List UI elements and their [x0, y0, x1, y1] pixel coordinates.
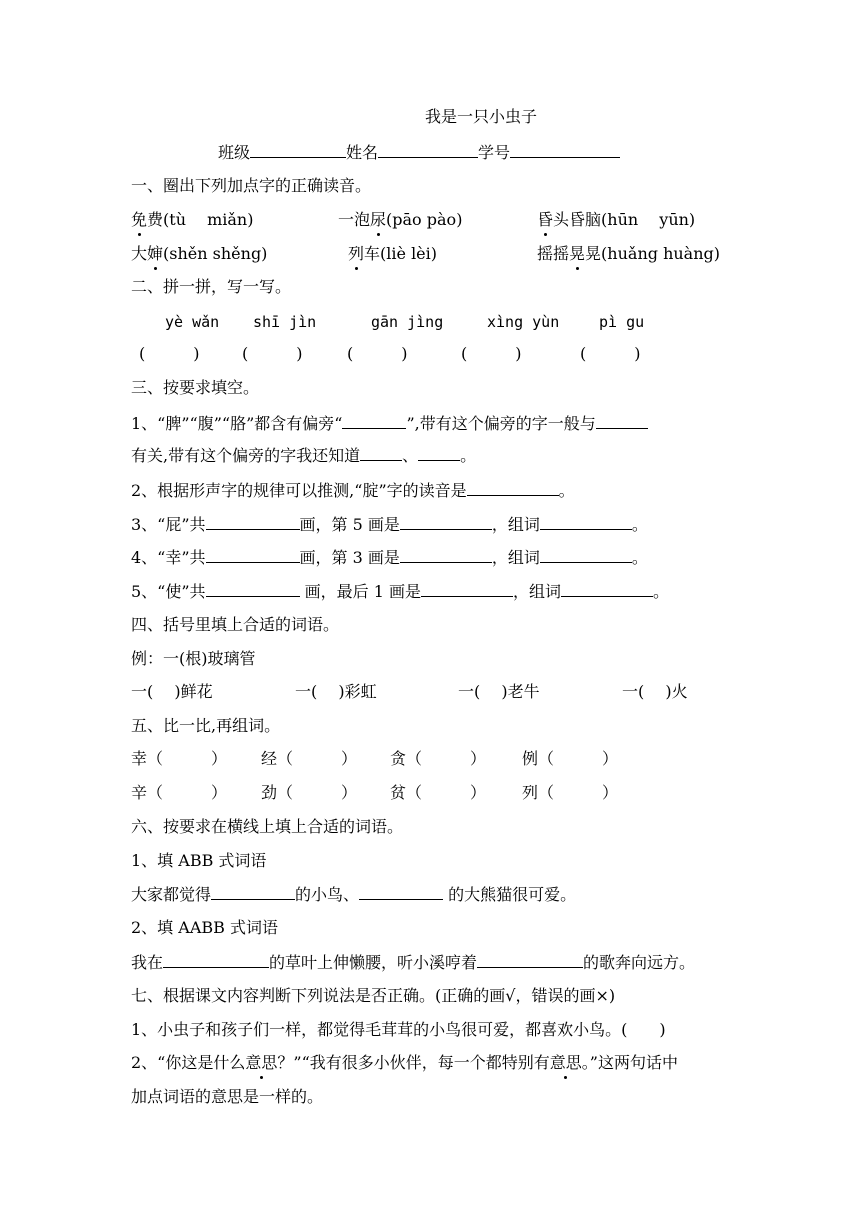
name-label: 姓名: [346, 143, 379, 162]
compare-item[interactable]: 例（ ）: [522, 749, 619, 768]
word-blank[interactable]: [561, 580, 653, 597]
q3-4: 4、“幸”共 画，第 3 画是 ，组词 。: [131, 548, 648, 567]
dotted-char: 免: [131, 210, 148, 229]
q3-2: 2、根据形声字的规律可以推测,“腚”字的读音是 。: [131, 481, 575, 500]
example-blank-1[interactable]: [360, 444, 402, 461]
dotted-char: 晃: [569, 244, 586, 263]
radical-blank[interactable]: [342, 412, 406, 429]
judge-q2-line-2: 加点词语的意思是一样的。: [131, 1087, 324, 1106]
answer-bracket[interactable]: ( ): [242, 344, 303, 363]
dotted-char: 昏: [537, 210, 554, 229]
aabb-blank-1[interactable]: [163, 951, 269, 968]
judge-q1: 1、小虫子和孩子们一样，都觉得毛茸茸的小鸟很可爱，都喜欢小鸟。( ): [131, 1020, 666, 1039]
dotted-word: 意思: [245, 1053, 278, 1072]
stroke-count-blank[interactable]: [206, 580, 300, 597]
dotted-char: 列: [348, 244, 365, 263]
class-label: 班级: [218, 143, 251, 162]
compare-item[interactable]: 贪（ ）: [390, 749, 487, 768]
pronunciation-item: 列车(liè lèi): [348, 244, 438, 263]
word-blank[interactable]: [540, 513, 632, 530]
stroke-count-blank[interactable]: [206, 546, 300, 563]
answer-bracket[interactable]: ( ): [580, 344, 641, 363]
abb-blank-1[interactable]: [211, 883, 295, 900]
abb-blank-2[interactable]: [359, 883, 443, 900]
reading-blank[interactable]: [467, 479, 559, 496]
bracket-row: [131, 343, 751, 365]
aabb-blank-2[interactable]: [477, 951, 583, 968]
stroke-blank[interactable]: [400, 513, 492, 530]
measure-word-item[interactable]: 一( )老牛: [458, 682, 540, 701]
stroke-blank[interactable]: [400, 546, 492, 563]
dotted-char: 尿: [370, 210, 387, 229]
section-2-heading: 二、拼一拼，写一写。: [131, 277, 292, 296]
measure-word-item[interactable]: 一( )鲜花: [131, 682, 213, 701]
section-3-heading: 三、按要求填空。: [131, 378, 260, 397]
measure-word-item[interactable]: 一( )彩虹: [295, 682, 377, 701]
judge-q2-line-1: 2、“你这是什么意思？”“我有很多小伙伴，每一个都特别有意思。”这两句话中: [131, 1053, 678, 1072]
pinyin-item: shī jìn: [253, 313, 317, 331]
compare-item[interactable]: 辛（ ）: [131, 783, 228, 802]
stroke-blank[interactable]: [421, 580, 513, 597]
section-7-heading: 七、根据课文内容判断下列说法是否正确。(正确的画√，错误的画×): [131, 986, 616, 1005]
student-info-line: [218, 141, 620, 164]
number-label: 学号: [478, 143, 511, 162]
section-6-heading: 六、按要求在横线上填上合适的词语。: [131, 817, 404, 836]
example-line: 例：一(根)玻璃管: [131, 649, 256, 668]
example-blank-2[interactable]: [418, 444, 460, 461]
number-blank[interactable]: [510, 141, 620, 158]
compare-item[interactable]: 经（ ）: [261, 749, 358, 768]
pronunciation-item: 一泡尿(pāo pào): [338, 210, 463, 229]
q3-5: 5、“使”共 画，最后 1 画是 ，组词 。: [131, 582, 670, 601]
pronunciation-item: 摇摇晃晃(huǎng huàng): [537, 244, 721, 263]
compare-item[interactable]: 幸（ ）: [131, 749, 228, 768]
meaning-blank[interactable]: [596, 412, 648, 429]
pronunciation-item: 昏头昏脑(hūn yūn): [537, 210, 696, 229]
section-1-heading: 一、圈出下列加点字的正确读音。: [131, 176, 372, 195]
page-title: 我是一只小虫子: [425, 107, 538, 126]
pronunciation-item: 大婶(shěn shěng): [131, 244, 268, 263]
section-1-row-1: [131, 209, 751, 231]
pinyin-item: pì gu: [599, 313, 645, 331]
name-blank[interactable]: [378, 141, 478, 158]
section-1-row-2: [131, 243, 751, 265]
abb-sentence: 大家都觉得 的小鸟、 的大熊猫很可爱。: [131, 885, 577, 904]
answer-bracket[interactable]: ( ): [347, 344, 408, 363]
pinyin-item: xìng yùn: [487, 313, 560, 331]
answer-bracket[interactable]: ( ): [461, 344, 522, 363]
q3-1-line-1: 1、“脾”“腹”“胳”都含有偏旁“ ”,带有这个偏旁的字一般与: [131, 412, 648, 435]
aabb-sentence: 我在 的草叶上伸懒腰，听小溪哼着 的歌奔向远方。: [131, 953, 696, 972]
measure-word-row: [131, 681, 751, 703]
dotted-char: 婶: [147, 244, 164, 263]
answer-bracket[interactable]: ( ): [139, 344, 200, 363]
stroke-count-blank[interactable]: [206, 513, 300, 530]
pinyin-item: gān jìng: [371, 313, 444, 331]
compare-row-1: [131, 748, 751, 770]
pinyin-item: yè wǎn: [165, 313, 220, 331]
abb-subheading: 1、填 ABB 式词语: [131, 851, 267, 870]
compare-row-2: [131, 782, 751, 804]
section-5-heading: 五、比一比,再组词。: [131, 716, 281, 735]
q3-3: 3、“屁”共 画，第 5 画是 ，组词 。: [131, 515, 648, 534]
class-blank[interactable]: [250, 141, 346, 158]
word-blank[interactable]: [540, 546, 632, 563]
section-4-heading: 四、括号里填上合适的词语。: [131, 615, 340, 634]
compare-item[interactable]: 劲（ ）: [261, 783, 358, 802]
pronunciation-item: 免费(tù miǎn): [131, 210, 254, 229]
aabb-subheading: 2、填 AABB 式词语: [131, 918, 278, 937]
q3-1-line-2: 有关,带有这个偏旁的字我还知道 、 。: [131, 446, 477, 465]
dotted-word: 意思: [549, 1053, 582, 1072]
measure-word-item[interactable]: 一( )火: [622, 682, 688, 701]
compare-item[interactable]: 贫（ ）: [390, 783, 487, 802]
pinyin-row: [131, 311, 751, 333]
compare-item[interactable]: 列（ ）: [522, 783, 619, 802]
